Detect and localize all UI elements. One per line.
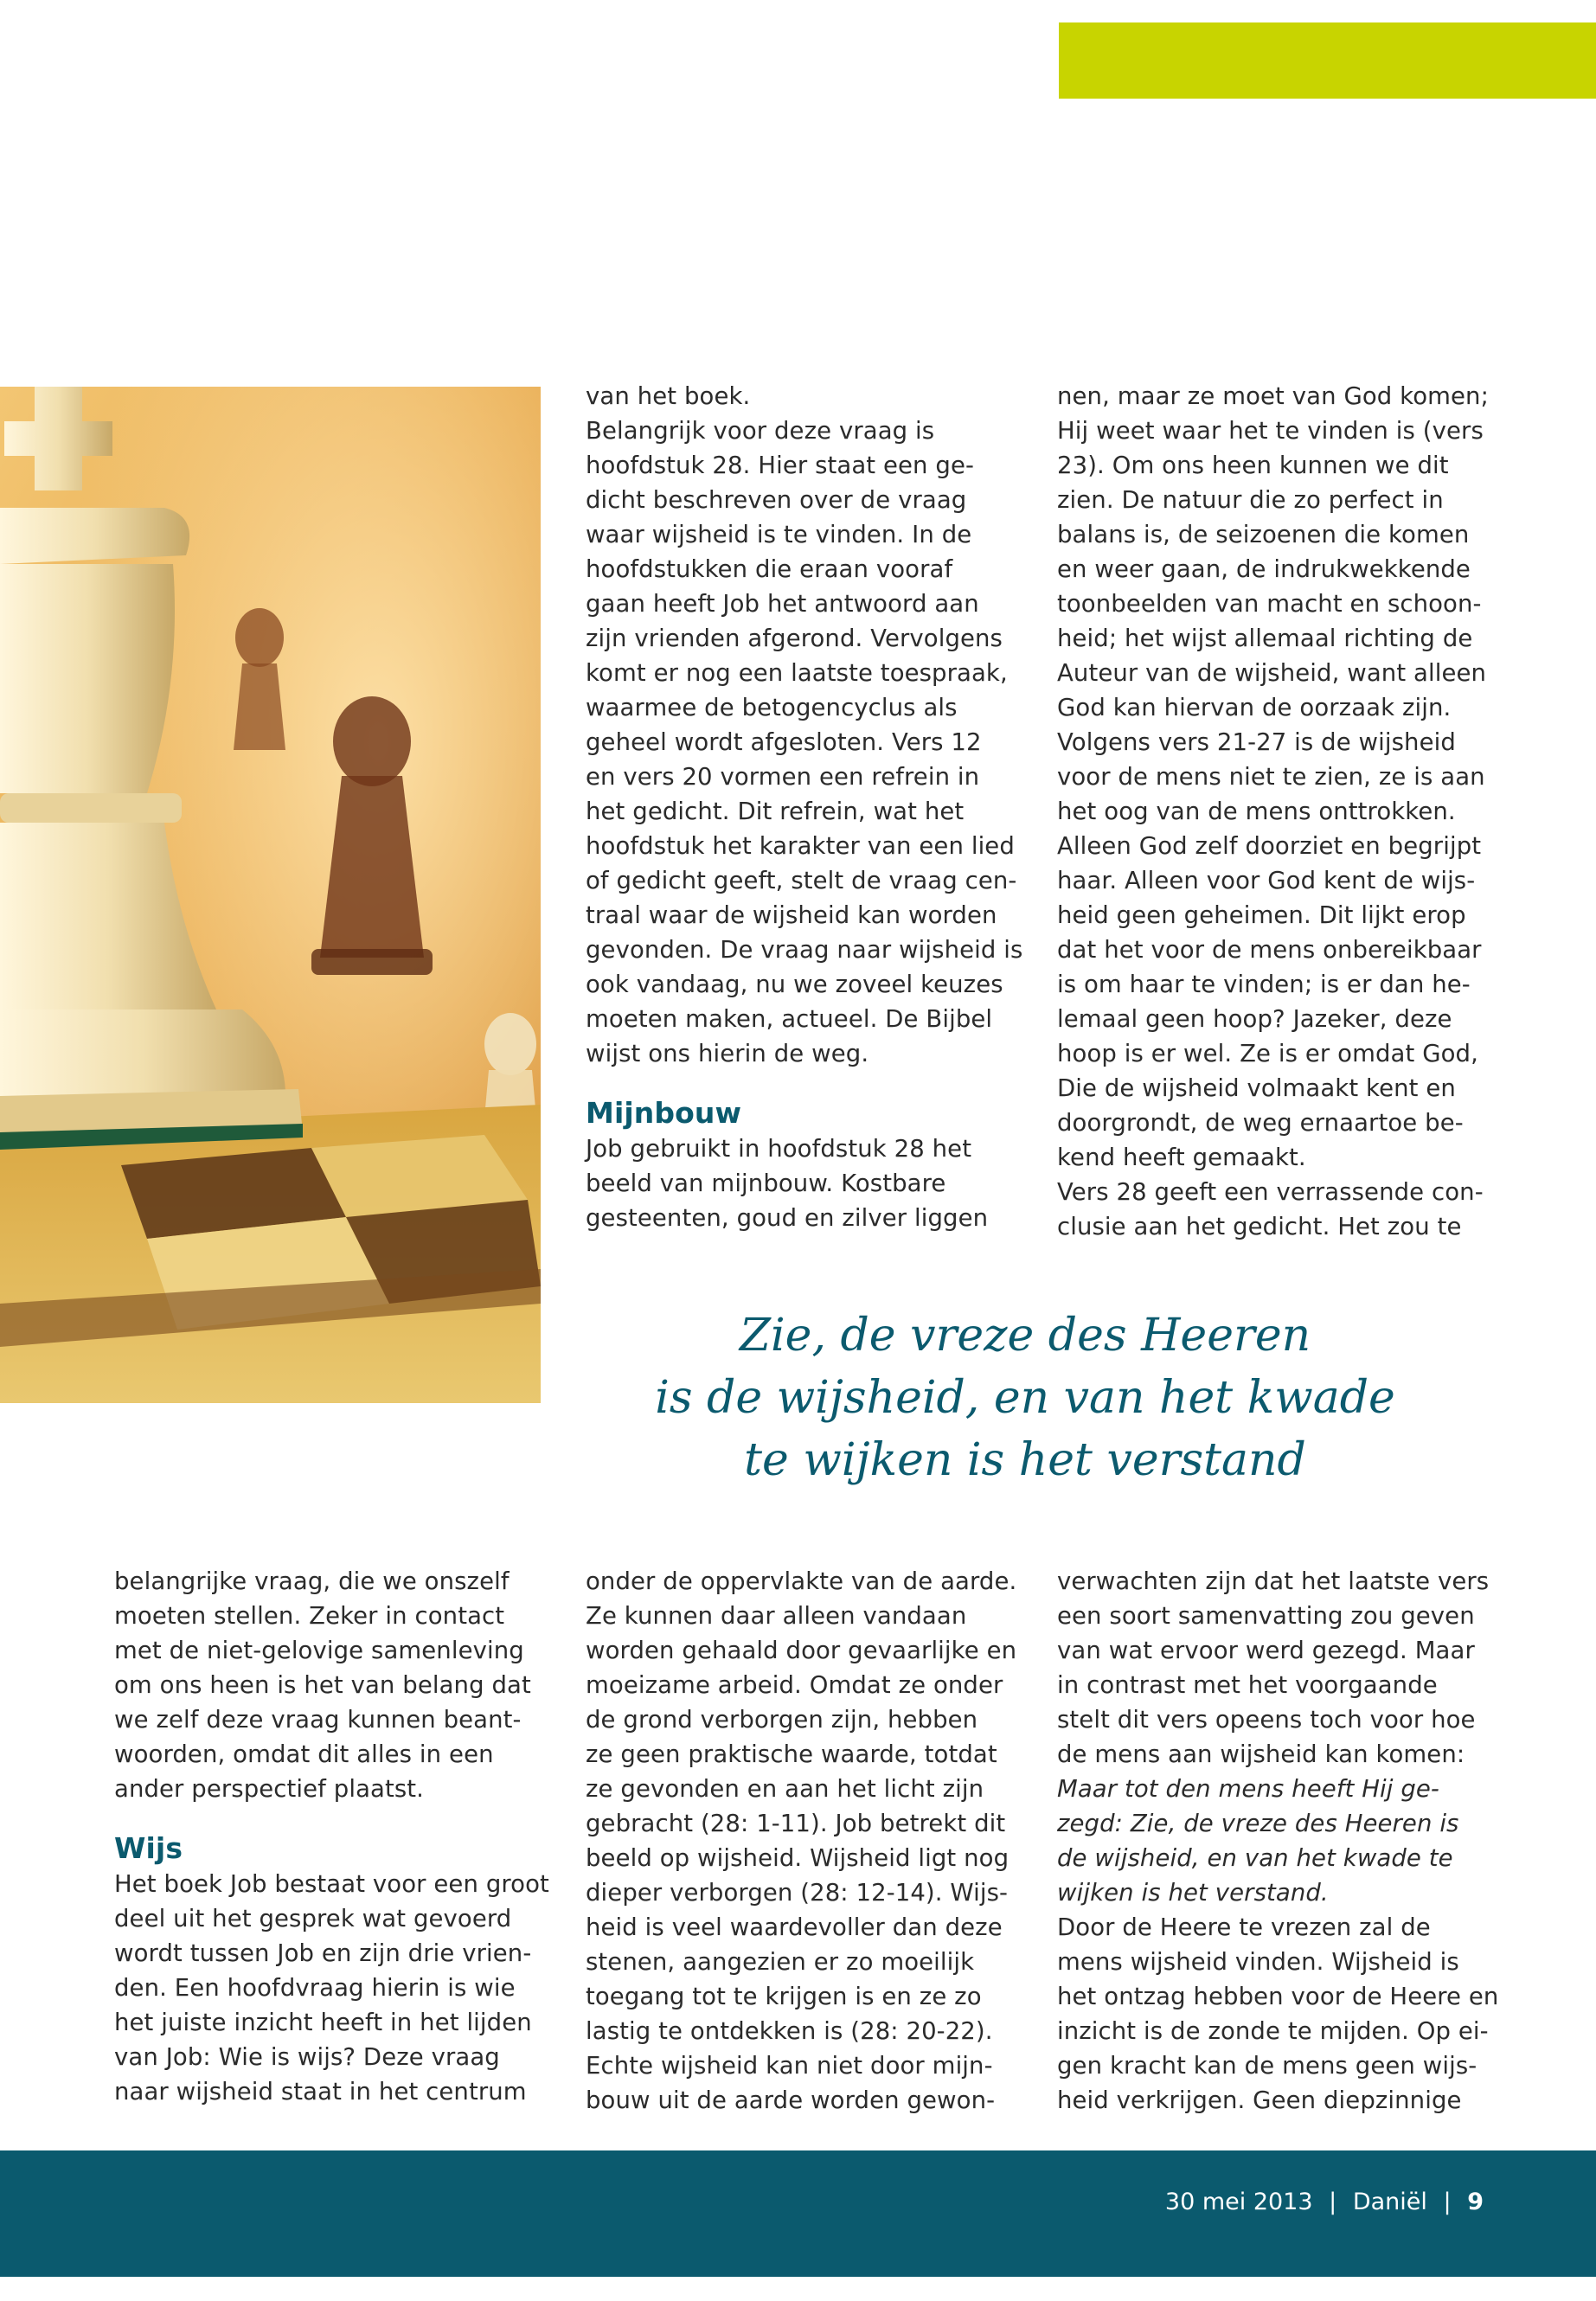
text-line: dat het voor de mens onbereikbaar xyxy=(1057,936,1482,964)
pull-quote xyxy=(541,1304,1509,1491)
accent-bar xyxy=(1059,22,1596,99)
text-line: geheel wordt afgesloten. Vers 12 xyxy=(586,728,982,756)
text-line: Volgens vers 21-27 is de wijsheid xyxy=(1057,728,1456,756)
text-line: Hij weet waar het te vinden is (vers xyxy=(1057,417,1484,445)
text-line: van Job: Wie is wijs? Deze vraag xyxy=(114,2043,500,2071)
text-line: worden gehaald door gevaarlijke en xyxy=(586,1637,1017,1664)
text-line: heid; het wijst allemaal richting de xyxy=(1057,625,1473,652)
pull-quote-line: is de wijsheid, en van het kwade xyxy=(655,1372,1395,1424)
bottom-middle-paragraph xyxy=(586,1564,1035,2118)
text-line: gesteenten, goud en zilver liggen xyxy=(586,1204,989,1232)
text-line: kend heeft gemaakt. xyxy=(1057,1144,1306,1171)
top-right-paragraph xyxy=(1057,379,1507,1244)
text-line: Job gebruikt in hoofdstuk 28 het xyxy=(586,1135,972,1163)
bottom-left-paragraph xyxy=(114,1564,564,1806)
page-number: 9 xyxy=(1467,2189,1484,2215)
text-line: komt er nog een laatste toespraak, xyxy=(586,659,1008,687)
text-line: verwachten zijn dat het laatste vers xyxy=(1057,1567,1490,1595)
text-line: deel uit het gesprek wat gevoerd xyxy=(114,1905,512,1932)
text-line: zegd: Zie, de vreze des Heeren is xyxy=(1057,1810,1459,1837)
top-middle-paragraph xyxy=(586,379,1035,1071)
text-line: gebracht (28: 1-11). Job betrekt dit xyxy=(586,1810,1006,1837)
text-line: ze gevonden en aan het licht zijn xyxy=(586,1775,984,1803)
bottom-middle-column xyxy=(586,1564,1035,2118)
mijnbouw-paragraph xyxy=(586,1131,1035,1235)
bottom-left-column xyxy=(114,1564,564,2109)
pull-quote-line: te wijken is het verstand xyxy=(744,1434,1306,1486)
text-line: onder de oppervlakte van de aarde. xyxy=(586,1567,1017,1595)
text-line: gaan heeft Job het antwoord aan xyxy=(586,590,979,618)
text-line: is om haar te vinden; is er dan he- xyxy=(1057,971,1471,998)
text-line: 23). Om ons heen kunnen we dit xyxy=(1057,452,1449,479)
text-line: Auteur van de wijsheid, want alleen xyxy=(1057,659,1487,687)
magazine-name: Daniël xyxy=(1352,2189,1427,2215)
text-line: de mens aan wijsheid kan komen: xyxy=(1057,1740,1465,1768)
bottom-right-column xyxy=(1057,1564,1507,2118)
text-line: moeten maken, actueel. De Bijbel xyxy=(586,1005,993,1033)
text-line: naar wijsheid staat in het centrum xyxy=(114,2078,527,2106)
text-line: of gedicht geeft, stelt de vraag cen- xyxy=(586,867,1017,894)
text-line: hoofdstuk 28. Hier staat een ge- xyxy=(586,452,975,479)
text-line: gen kracht kan de mens geen wijs- xyxy=(1057,2052,1477,2080)
bottom-right-paragraph xyxy=(1057,1564,1507,1772)
footer-separator: | xyxy=(1443,2189,1452,2215)
text-line: haar. Alleen voor God kent de wijs- xyxy=(1057,867,1476,894)
heading-mijnbouw: Mijnbouw xyxy=(586,1096,742,1130)
wijs-paragraph xyxy=(114,1867,564,2109)
footer-bar xyxy=(0,2150,1596,2277)
bottom-right-paragraph-2 xyxy=(1057,1910,1507,2118)
text-line: met de niet-gelovige samenleving xyxy=(114,1637,524,1664)
top-middle-column xyxy=(586,379,1035,1235)
text-line: inzicht is de zonde te mijden. Op ei- xyxy=(1057,2017,1489,2045)
text-line: van het boek. xyxy=(586,382,751,410)
text-line: balans is, de seizoenen die komen xyxy=(1057,521,1470,548)
text-line: moeten stellen. Zeker in contact xyxy=(114,1602,505,1630)
text-line: lastig te ontdekken is (28: 20-22). xyxy=(586,2017,993,2045)
text-line: traal waar de wijsheid kan worden xyxy=(586,901,997,929)
top-right-column xyxy=(1057,379,1507,1244)
text-line: van wat ervoor werd gezegd. Maar xyxy=(1057,1637,1475,1664)
text-line: mens wijsheid vinden. Wijsheid is xyxy=(1057,1948,1459,1976)
text-line: ze geen praktische waarde, totdat xyxy=(586,1740,997,1768)
text-line: heid geen geheimen. Dit lijkt erop xyxy=(1057,901,1466,929)
text-line: nen, maar ze moet van God komen; xyxy=(1057,382,1489,410)
text-line: Het boek Job bestaat voor een groot xyxy=(114,1870,549,1898)
text-line: voor de mens niet te zien, ze is aan xyxy=(1057,763,1485,791)
text-line: Door de Heere te vrezen zal de xyxy=(1057,1913,1431,1941)
text-line: wijst ons hierin de weg. xyxy=(586,1040,869,1067)
text-line: toegang tot te krijgen is en ze zo xyxy=(586,1983,982,2010)
text-line: waarmee de betogencyclus als xyxy=(586,694,958,721)
text-line: zijn vrienden afgerond. Vervolgens xyxy=(586,625,1003,652)
text-line: zien. De natuur die zo perfect in xyxy=(1057,486,1444,514)
text-line: stelt dit vers opeens toch voor hoe xyxy=(1057,1706,1476,1734)
text-line: dieper verborgen (28: 12-14). Wijs- xyxy=(586,1879,1009,1907)
text-line: ook vandaag, nu we zoveel keuzes xyxy=(586,971,1003,998)
text-line: clusie aan het gedicht. Het zou te xyxy=(1057,1213,1462,1240)
text-line: de wijsheid, en van het kwade te xyxy=(1057,1844,1453,1872)
text-line: hoofdstukken die eraan vooraf xyxy=(586,555,953,583)
text-line: wijken is het verstand. xyxy=(1057,1879,1329,1907)
text-line: een soort samenvatting zou geven xyxy=(1057,1602,1475,1630)
footer-info xyxy=(1165,2189,1484,2215)
text-line: het oog van de mens onttrokken. xyxy=(1057,798,1456,825)
text-line: belangrijke vraag, die we onszelf xyxy=(114,1567,510,1595)
text-line: het gedicht. Dit refrein, wat het xyxy=(586,798,965,825)
text-line: woorden, omdat dit alles in een xyxy=(114,1740,494,1768)
text-line: om ons heen is het van belang dat xyxy=(114,1671,531,1699)
text-line: en vers 20 vormen een refrein in xyxy=(586,763,980,791)
chess-photo xyxy=(0,387,541,1403)
issue-date: 30 mei 2013 xyxy=(1164,2189,1313,2215)
text-line: bouw uit de aarde worden gewon- xyxy=(586,2086,996,2114)
text-line: den. Een hoofdvraag hierin is wie xyxy=(114,1974,516,2002)
text-line: moeizame arbeid. Omdat ze onder xyxy=(586,1671,1003,1699)
text-line: Maar tot den mens heeft Hij ge- xyxy=(1057,1775,1439,1803)
text-line: Ze kunnen daar alleen vandaan xyxy=(586,1602,967,1630)
text-line: het ontzag hebben voor de Heere en xyxy=(1057,1983,1499,2010)
text-line: lemaal geen hoop? Jazeker, deze xyxy=(1057,1005,1452,1033)
quoted-verse xyxy=(1057,1772,1507,1910)
text-line: waar wijsheid is te vinden. In de xyxy=(586,521,972,548)
text-line: heid verkrijgen. Geen diepzinnige xyxy=(1057,2086,1462,2114)
text-line: wordt tussen Job en zijn drie vrien- xyxy=(114,1939,532,1967)
text-line: toonbeelden van macht en schoon- xyxy=(1057,590,1482,618)
heading-wijs: Wijs xyxy=(114,1831,183,1865)
text-line: ander perspectief plaatst. xyxy=(114,1775,425,1803)
text-line: Die de wijsheid volmaakt kent en xyxy=(1057,1074,1456,1102)
pull-quote-line: Zie, de vreze des Heeren xyxy=(739,1310,1311,1362)
footer-separator: | xyxy=(1329,2189,1337,2215)
text-line: Echte wijsheid kan niet door mijn- xyxy=(586,2052,993,2080)
text-line: Alleen God zelf doorziet en begrijpt xyxy=(1057,832,1482,860)
text-line: dicht beschreven over de vraag xyxy=(586,486,967,514)
text-line: Belangrijk voor deze vraag is xyxy=(586,417,935,445)
text-line: de grond verborgen zijn, hebben xyxy=(586,1706,978,1734)
text-line: Vers 28 geeft een verrassende con- xyxy=(1057,1178,1484,1206)
text-line: God kan hiervan de oorzaak zijn. xyxy=(1057,694,1452,721)
text-line: beeld op wijsheid. Wijsheid ligt nog xyxy=(586,1844,1010,1872)
text-line: heid is veel waardevoller dan deze xyxy=(586,1913,1003,1941)
text-line: hoofdstuk het karakter van een lied xyxy=(586,832,1015,860)
text-line: in contrast met het voorgaande xyxy=(1057,1671,1438,1699)
text-line: we zelf deze vraag kunnen beant- xyxy=(114,1706,522,1734)
text-line: het juiste inzicht heeft in het lijden xyxy=(114,2009,532,2036)
text-line: beeld van mijnbouw. Kostbare xyxy=(586,1170,946,1197)
text-line: hoop is er wel. Ze is er omdat God, xyxy=(1057,1040,1478,1067)
text-line: doorgrondt, de weg ernaartoe be- xyxy=(1057,1109,1464,1137)
text-line: stenen, aangezien er zo moeilijk xyxy=(586,1948,975,1976)
text-line: en weer gaan, de indrukwekkende xyxy=(1057,555,1471,583)
text-line: gevonden. De vraag naar wijsheid is xyxy=(586,936,1023,964)
